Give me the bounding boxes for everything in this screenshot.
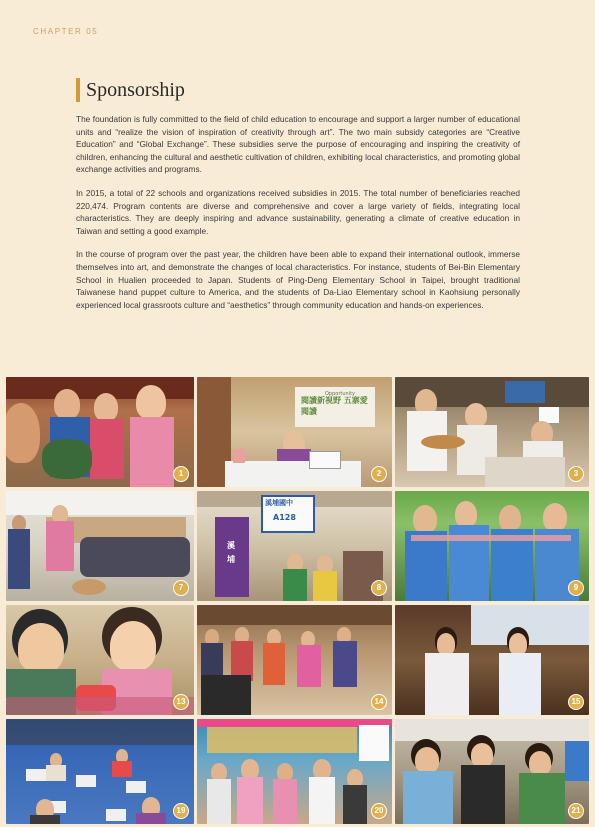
photo-number-badge: 14: [371, 694, 387, 710]
photo-13: [6, 605, 194, 715]
photo-number-badge: 15: [568, 694, 584, 710]
photo-2-sign-caption: Opportunity: [325, 391, 356, 397]
photo-2: [197, 377, 392, 487]
photo-2-sign-text: 閱讀新視野 五寨愛閱讀: [301, 396, 368, 416]
photo-number-badge: 20: [371, 803, 387, 819]
photo-3: [395, 377, 589, 487]
paragraph-3: In the course of program over the past year, the children have been able to expand their international outlook, immerse themselves into art, and demonstrate the changes of local characteristics. For instance, students of Bei-Bin Elementary School in Hualien proceeded to Japan. Students of Ping-Deng Elementary School in Taipei, brought traditional Taiwanese hand puppet culture to America, and the students of Da-Liao Elementary school in Kaohsiung personally experienced local grassroots culture and “aesthetics” through community education and hands-on experiences.: [76, 249, 520, 310]
photo-9: [395, 491, 589, 601]
photo-15: [395, 605, 589, 715]
chapter-label: CHAPTER 05: [33, 27, 99, 36]
photo-number-badge: 21: [568, 803, 584, 819]
photo-number-badge: 8: [371, 580, 387, 596]
photo-8-sign-code: A128: [273, 513, 296, 522]
title-accent-bar: [76, 78, 80, 102]
photo-7: [6, 491, 194, 601]
photo-number-badge: 2: [371, 466, 387, 482]
photo-number-badge: 13: [173, 694, 189, 710]
body-text: [76, 113, 520, 322]
photo-14: [197, 605, 392, 715]
photo-number-badge: 1: [173, 466, 189, 482]
photo-number-badge: 3: [568, 466, 584, 482]
paragraph-2: In 2015, a total of 22 schools and organizations received subsidies in 2015. The total number of beneficiaries reached 220,474. Program contents are diverse and comprehensive and cover a large variety of fields, integrating local characteristics. They are deeply inspiring and advance sustainability, generating a climate of creative education in Taiwan and setting a good example.: [76, 187, 520, 236]
photo-number-badge: 19: [173, 803, 189, 819]
photo-19: [6, 719, 194, 824]
photo-number-badge: 7: [173, 580, 189, 596]
photo-8-sign-text: 溪埔國中: [265, 499, 293, 507]
section-title: Sponsorship: [86, 78, 185, 101]
photo-number-badge: 9: [568, 580, 584, 596]
paragraph-1: The foundation is fully committed to the field of child education to encourage and support a larger number of educational units and “realize the vision of inspiration of creativity through art”. The two main subsidy categories are “Creative Education” and “Global Exchange”. These subsidies serve the purpose of encouraging and inspiring the creativity of children, enhancing the cultural and aesthetic cultivation of children, exhibiting local characteristics, and promoting global exchange activities and programs.: [76, 114, 520, 175]
section-heading: [76, 78, 185, 102]
photo-21: [395, 719, 589, 824]
photo-1: [6, 377, 194, 487]
photo-8-banner-text: 溪 埔: [227, 541, 235, 564]
photo-8: [197, 491, 392, 601]
photo-gallery: [6, 377, 589, 822]
photo-20: [197, 719, 392, 824]
